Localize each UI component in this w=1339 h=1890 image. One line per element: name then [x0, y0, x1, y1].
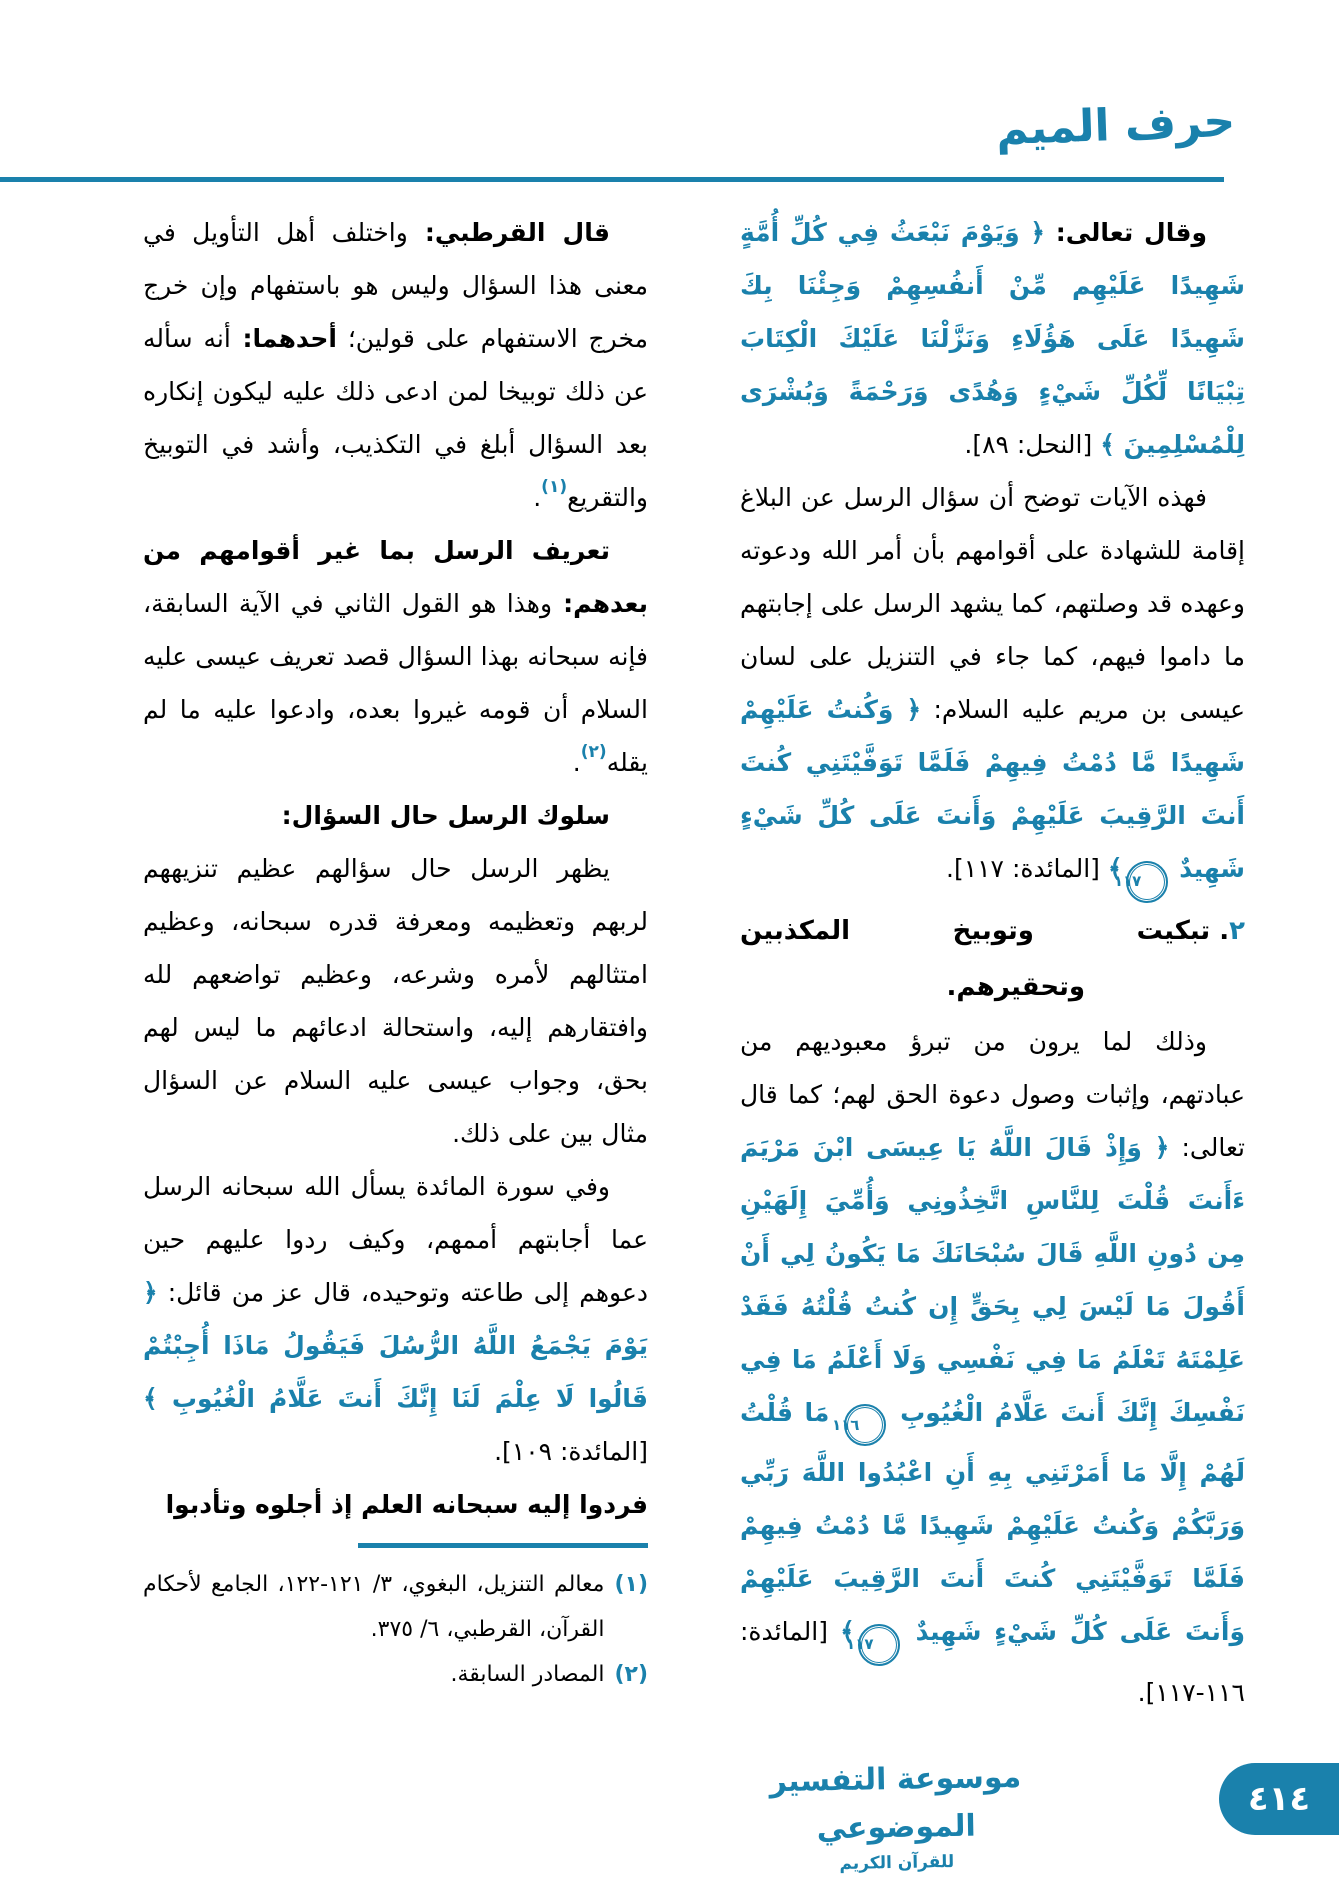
footnote-2-marker: (٢) — [614, 1662, 648, 1687]
footnote-separator-rule — [358, 1543, 648, 1548]
quote-intro: وقال تعالى: — [1045, 218, 1208, 247]
ayah-number: ١١٦ — [832, 1415, 860, 1434]
paragraph-explanation-2 — [740, 1015, 1245, 1719]
quran-verse-maidah-116: ﴿ وَإِذْ قَالَ اللَّهُ يَا عِيسَى ابْنَ مَرْيَمَ ءَأَنتَ قُلْتَ لِلنَّاسِ اتَّخِذُونِي وَأُمِّيَ إِلَهَيْنِ مِن دُونِ اللَّهِ قَالَ سُبْحَانَكَ مَا يَكُونُ لِي أَنْ أَقُولَ مَا لَيْسَ لِي بِحَقٍّ إِن كُنتُ قُلْتُهُ فَقَدْ عَلِمْتَهُ تَعْلَمُ مَا فِي نَفْسِي وَلَا أَعْلَمُ مَا فِي نَفْسِكَ إِنَّكَ أَنتَ عَلَّامُ الْغُيُوبِ — [740, 1132, 1245, 1427]
ayah-number-medallion — [832, 1404, 886, 1446]
heading-suluk: سلوك الرسل حال السؤال: — [281, 801, 610, 830]
subheading-start — [1137, 903, 1245, 959]
verse-reference-maidah-109: [المائدة: ١٠٩]. — [494, 1437, 648, 1466]
lead-qurtubi: قال القرطبي: — [407, 218, 610, 247]
paragraph-quote-nahl — [740, 206, 1245, 471]
publisher-logo-calligraphy — [739, 1753, 1053, 1876]
quran-verse-nahl-89: ﴿ وَيَوْمَ نَبْعَثُ فِي كُلِّ أُمَّةٍ شَهِيدًا عَلَيْهِم مِّنْ أَنفُسِهِمْ وَجِئْنَا بِكَ شَهِيدًا عَلَى هَؤُلَاءِ وَنَزَّلْنَا عَلَيْكَ الْكِتَابَ تِبْيَانًا لِّكُلِّ شَيْءٍ وَهُدًى وَرَحْمَةً وَبُشْرَى لِلْمُسْلِمِينَ ﴾ — [740, 218, 1245, 459]
subheading-word3: المكذبين — [740, 915, 851, 946]
footnote-1-marker: (١) — [614, 1572, 648, 1597]
subheading-line2: وتحقيرهم. — [946, 971, 1085, 1002]
paragraph-tarif — [143, 524, 648, 789]
ayah-number-medallion — [1113, 861, 1168, 903]
period: . — [533, 483, 542, 512]
quran-close-bracket: ﴾ — [840, 1617, 855, 1646]
ayah-number: ١١٧ — [1113, 872, 1142, 890]
paragraph-faraddu: فردوا إليه سبحانه العلم إذ أجلوه وتأدبوا — [165, 1490, 648, 1519]
paragraph-explanation-1 — [740, 471, 1245, 903]
footnote-marker-1: (١) — [541, 477, 568, 497]
footnote-2-text: المصادر السابقة. — [450, 1662, 605, 1687]
page-number: ٤١٤ — [1247, 1779, 1311, 1819]
footnote-1-text: معالم التنزيل، البغوي، ٣/ ١٢١-١٢٢، الجامع لأحكام القرآن، القرطبي، ٦/ ٣٧٥. — [143, 1572, 605, 1642]
left-column — [143, 206, 648, 1719]
lead-ahaduhuma: أحدهما: — [230, 324, 337, 353]
subheading-word1: . تبكيت — [1136, 915, 1230, 946]
publisher-logo-title: موسوعة التفسير الموضوعي — [769, 1759, 1022, 1847]
footnote-2 — [143, 1652, 648, 1697]
body-text: وهذا هو القول الثاني في الآية السابقة، فإنه سبحانه بهذا السؤال قصد تعريف عيسى عليه السلام أن قومه غيروا بعده، وادعوا عليه ما لم يقله — [143, 589, 648, 777]
footnote-marker-2: (٢) — [580, 742, 607, 762]
verse-reference-maidah-117: [المائدة: ١١٧]. — [946, 854, 1108, 883]
period: . — [572, 748, 581, 777]
body-text: وفي سورة المائدة يسأل الله سبحانه الرسل عما أجابتهم أممهم، وكيف ردوا عليهم حين دعوهم إلى طاعته وتوحيده، قال عز من قائل: — [143, 1172, 648, 1307]
footnote-1 — [143, 1562, 648, 1652]
body-text: أنه سأله عن ذلك توبيخا لمن ادعى ذلك عليه ليكون إنكاره بعد السؤال أبلغ في التكذيب، وأشد في التوبيخ والتقريع — [143, 324, 648, 512]
publisher-logo-subtitle: للقرآن الكريم — [839, 1851, 955, 1874]
right-column — [740, 206, 1245, 1719]
paragraph-qurtubi — [143, 206, 648, 524]
section-letter-calligraphy: حرف الميم — [995, 95, 1236, 156]
header-divider-rule — [0, 177, 1224, 182]
subheading-tabkit — [740, 903, 1245, 959]
lead-tarif: تعريف الرسل بما غير أقوامهم من بعدهم: — [143, 536, 648, 618]
verse-reference-nahl-89: [النحل: ٨٩]. — [964, 430, 1101, 459]
text-columns — [143, 206, 1245, 1719]
footnotes-block — [143, 1562, 648, 1697]
body-text: واختلف أهل التأويل في معنى هذا السؤال وليس هو باستفهام وإن خرج مخرج الاستفهام على قولين؛ — [143, 218, 649, 353]
body-text: وذلك لما يرون من تبرؤ معبوديهم من عبادتهم، وإثبات وصول دعوة الحق لهم؛ كما قال تعالى: — [740, 1026, 1245, 1162]
quran-close-bracket: ﴾ — [1107, 854, 1123, 883]
quran-verse-maidah-117: ﴿ وَكُنتُ عَلَيْهِمْ شَهِيدًا مَّا دُمْتُ فِيهِمْ فَلَمَّا تَوَفَّيْتَنِي كُنتَ أَنتَ الرَّقِيبَ عَلَيْهِمْ وَأَنتَ عَلَى كُلِّ شَيْءٍ شَهِيدٌ — [740, 695, 1245, 883]
body-text: فهذه الآيات توضح أن سؤال الرسل عن البلاغ إقامة للشهادة على أقوامهم بأن أمر الله ودعوته وعهده قد وصلتهم، كما يشهد الرسل على إجابتهم ما داموا فيهم، كما جاء في التنزيل على لسان عيسى بن مريم عليه السلام: — [740, 483, 1245, 724]
ayah-number: ١١٧ — [846, 1635, 874, 1653]
quran-verse-maidah-109: ﴿ يَوْمَ يَجْمَعُ اللَّهُ الرُّسُلَ فَيَقُولُ مَاذَا أُجِبْتُمْ قَالُوا لَا عِلْمَ لَنَا إِنَّكَ أَنتَ عَلَّامُ الْغُيُوبِ ﴾ — [143, 1278, 648, 1413]
subheading-number: ٢ — [1229, 915, 1245, 946]
page-number-badge — [1219, 1763, 1339, 1835]
quran-verse-maidah-117b: مَا قُلْتُ لَهُمْ إِلَّا مَا أَمَرْتَنِي بِهِ أَنِ اعْبُدُوا اللَّهَ رَبِّي وَرَبَّكُمْ وَكُنتُ عَلَيْهِمْ شَهِيدًا مَّا دُمْتُ فِيهِمْ فَلَمَّا تَوَفَّيْتَنِي كُنتَ أَنتَ الرَّقِيبَ عَلَيْهِمْ وَأَنتَ عَلَى كُلِّ شَيْءٍ شَهِيدٌ — [740, 1397, 1245, 1646]
verse-reference-maidah-116-117: [المائدة: ١١٦-١١٧]. — [740, 1617, 1245, 1707]
paragraph-yuzhir: يظهر الرسل حال سؤالهم عظيم تنزيههم لربهم وتعظيمه ومعرفة قدره سبحانه، وعظيم امتثالهم لأمره وشرعه، وعظيم تواضعهم لله وافتقارهم إليه، واستحالة ادعائهم ما ليس لهم بحق، وجواب عيسى عليه السلام عن السؤال مثال بين على ذلك. — [143, 854, 648, 1148]
ayah-number-medallion — [846, 1624, 900, 1666]
paragraph-maidah-question — [143, 1160, 648, 1478]
subheading-word2: وتوبيخ — [952, 915, 1034, 946]
